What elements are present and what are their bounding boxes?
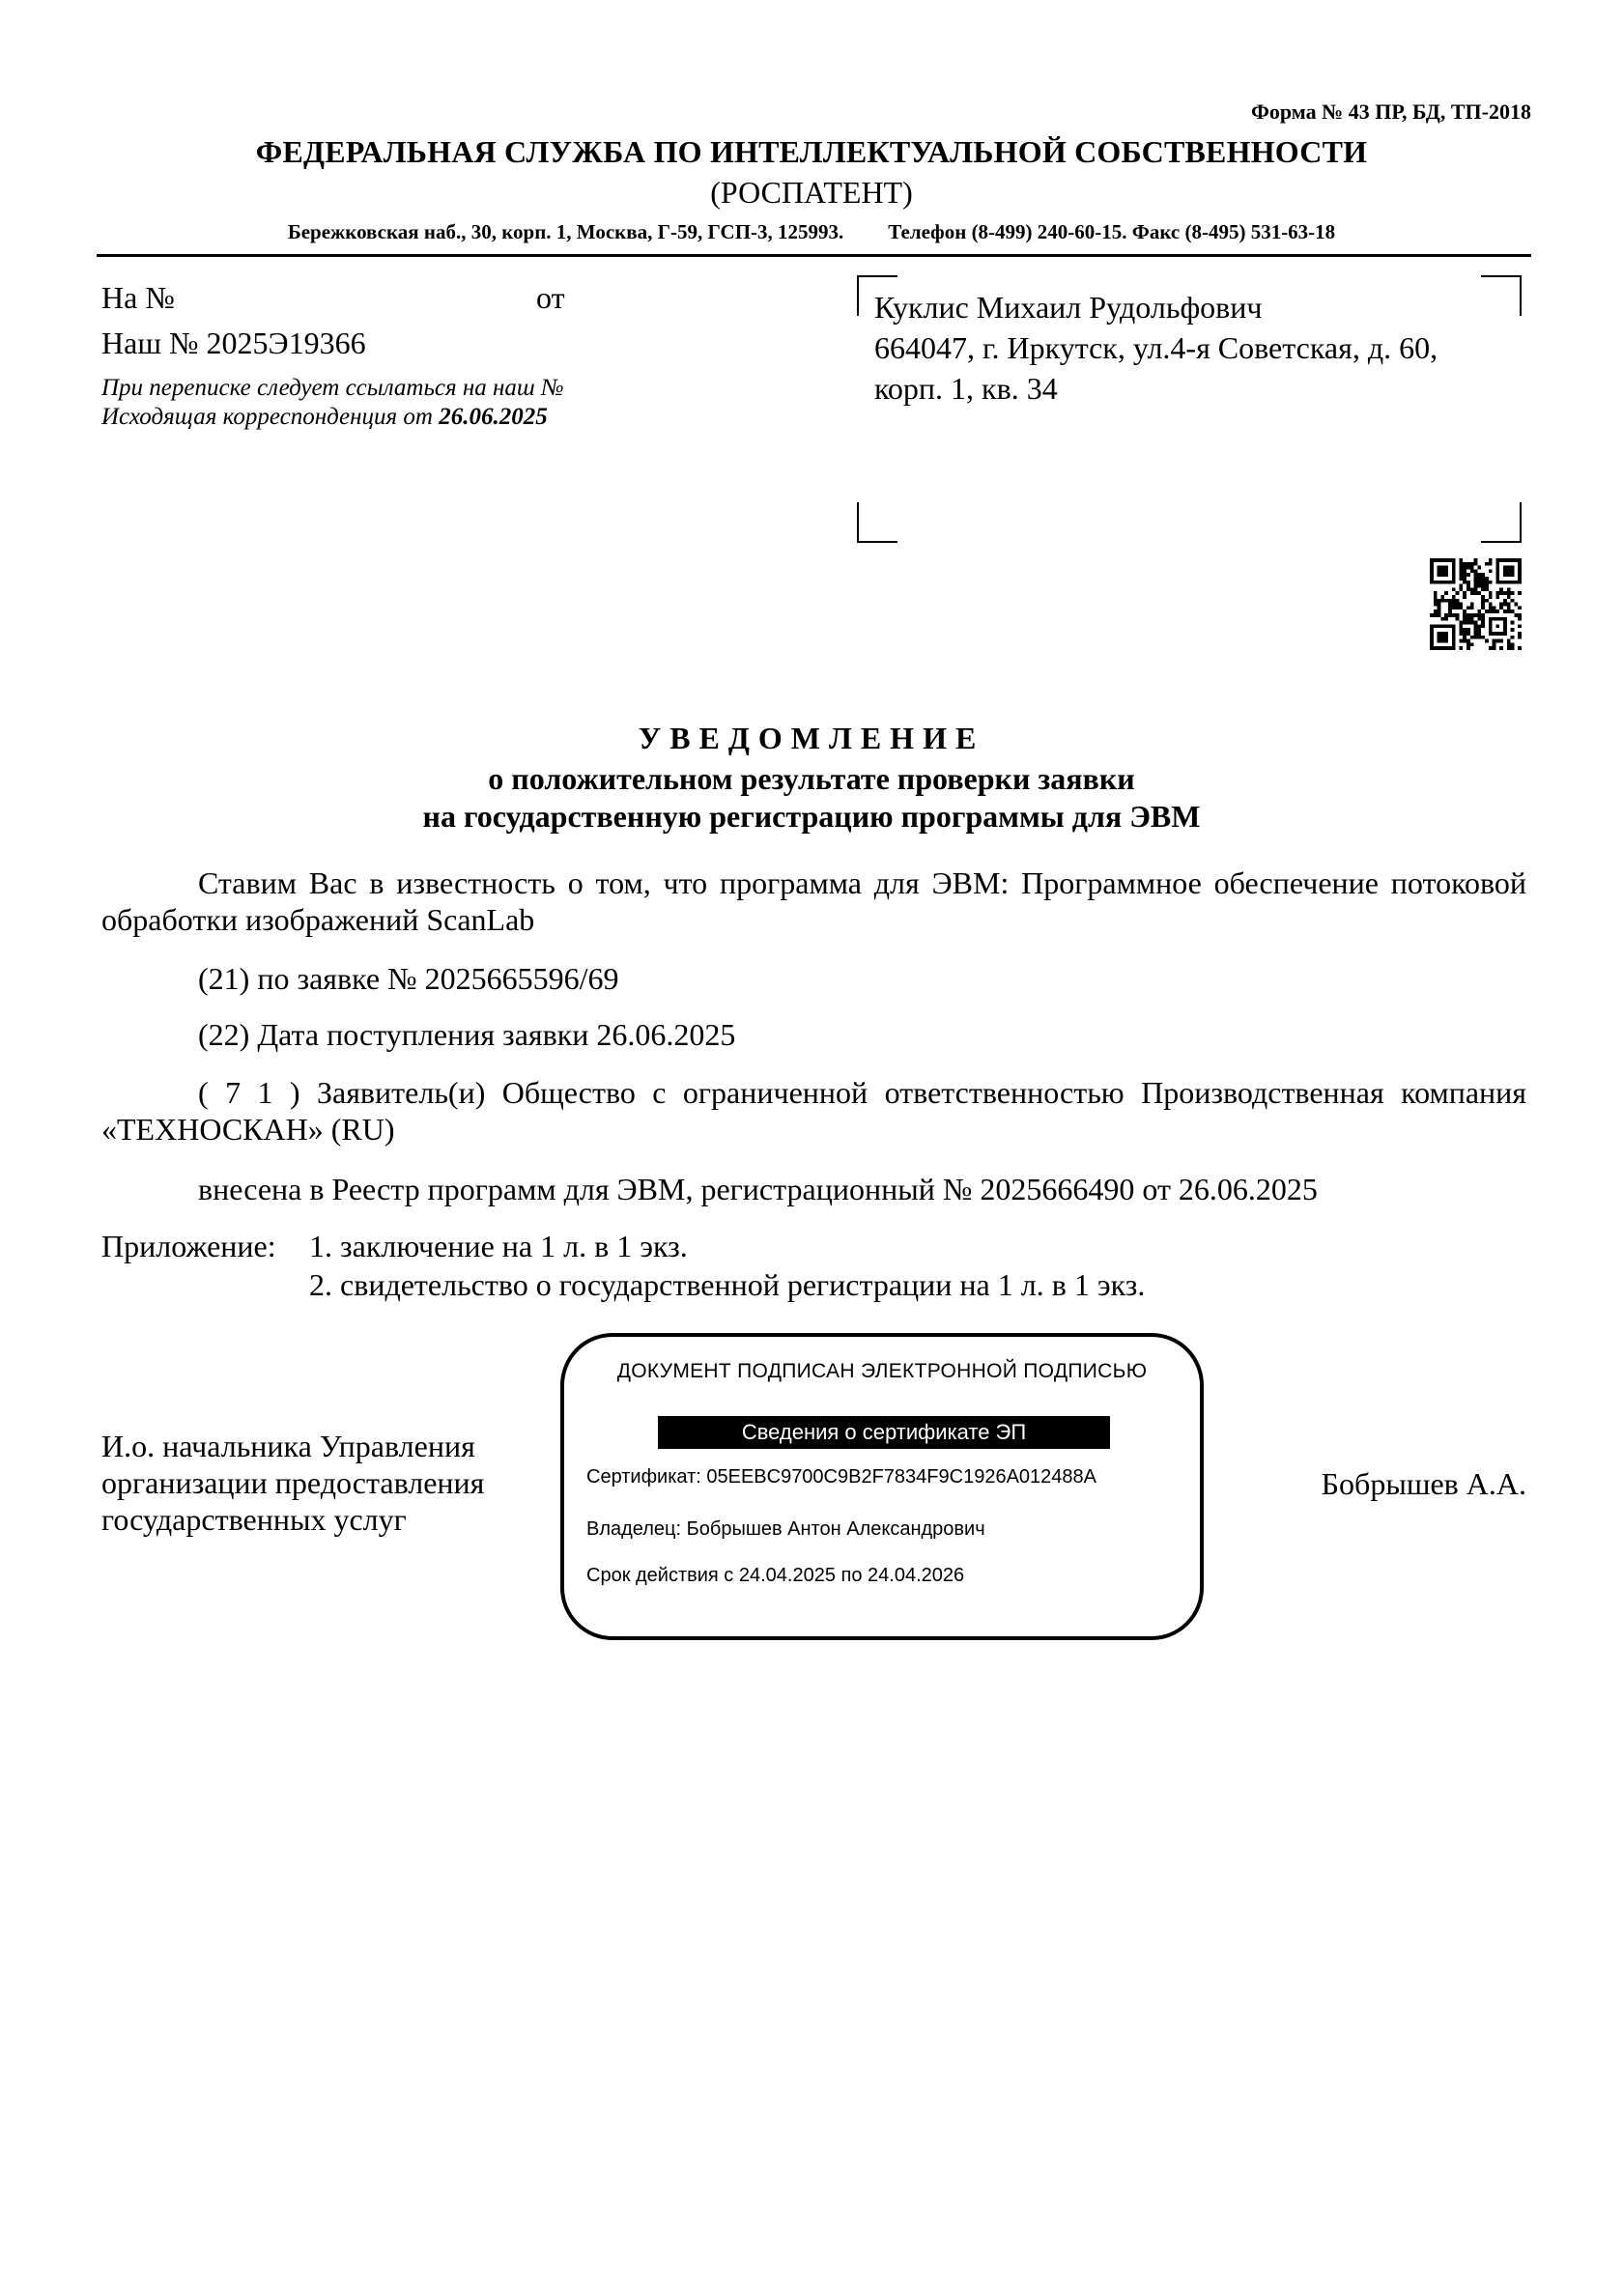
address-corner-top-right bbox=[1481, 275, 1522, 316]
stamp-certificate: Сертификат: 05EEBC9700C9B2F7834F9C1926A012488A bbox=[586, 1466, 1096, 1488]
signer-position-line-2: организации предоставления bbox=[101, 1465, 485, 1500]
organization-phones: Телефон (8-499) 240-60-15. Факс (8-495) 531-63-18 bbox=[888, 220, 1336, 243]
address-corner-bottom-left bbox=[857, 502, 897, 543]
stamp-heading: ДОКУМЕНТ ПОДПИСАН ЭЛЕКТРОННОЙ ПОДПИСЬЮ bbox=[616, 1360, 1148, 1382]
our-reference-number: Наш № 2025Э19366 bbox=[101, 326, 366, 360]
stamp-owner: Владелец: Бобрышев Антон Александрович bbox=[586, 1518, 985, 1540]
application-number: (21) по заявке № 2025665596/69 bbox=[198, 961, 619, 996]
address-corner-bottom-right bbox=[1481, 502, 1522, 543]
applicant-paragraph: ( 7 1 ) Заявитель(и) Общество с ограниченной ответственностью Производственная компания «ТЕХНОСКАН» (RU) bbox=[101, 1075, 1526, 1147]
signer-name: Бобрышев А.А. bbox=[1321, 1466, 1526, 1501]
stamp-validity: Срок действия с 24.04.2025 по 24.04.2026 bbox=[586, 1565, 965, 1586]
form-number: Форма № 43 ПР, БД, ТП-2018 bbox=[1251, 99, 1531, 124]
document-subtitle-line-2: на государственную регистрацию программы для ЭВМ bbox=[422, 799, 1201, 834]
outgoing-correspondence-label: Исходящая корреспонденция от bbox=[101, 404, 440, 430]
organization-address: Бережковская наб., 30, корп. 1, Москва, Г-59, ГСП-3, 125993. bbox=[287, 220, 844, 243]
reference-na-label: На № bbox=[101, 280, 175, 315]
header-divider bbox=[97, 254, 1531, 257]
addressee-block bbox=[874, 287, 1473, 409]
annex-item-2: 2. свидетельство о государственной регистрации на 1 л. в 1 экз. bbox=[309, 1267, 1146, 1302]
annex-label: Приложение: bbox=[101, 1229, 276, 1263]
outgoing-correspondence-note bbox=[101, 404, 548, 431]
signer-position-line-1: И.о. начальника Управления bbox=[101, 1429, 475, 1463]
addressee-name: Куклис Михаил Рудольфович bbox=[874, 290, 1263, 325]
stamp-certificate-header: Сведения о сертификате ЭП bbox=[658, 1416, 1110, 1449]
qr-code-icon bbox=[1430, 558, 1522, 650]
electronic-signature-stamp bbox=[560, 1333, 1204, 1640]
document-subtitle-line-1: о положительном результате проверки заявки bbox=[488, 761, 1135, 796]
signer-position-line-3: государственных услуг bbox=[101, 1502, 407, 1537]
organization-name: ФЕДЕРАЛЬНАЯ СЛУЖБА ПО ИНТЕЛЛЕКТУАЛЬНОЙ СОБСТВЕННОСТИ bbox=[255, 134, 1368, 169]
reference-note: При переписке следует ссылаться на наш № bbox=[101, 375, 564, 401]
organization-contacts bbox=[0, 220, 1623, 244]
document-title: УВЕДОМЛЕНИЕ bbox=[638, 721, 985, 755]
intro-paragraph: Ставим Вас в известность о том, что программа для ЭВМ: Программное обеспечение потоковой обработки изображений ScanLab bbox=[101, 865, 1526, 937]
signer-position bbox=[101, 1428, 484, 1538]
registry-paragraph: внесена в Реестр программ для ЭВМ, регистрационный № 2025666490 от 26.06.2025 bbox=[198, 1172, 1318, 1206]
filing-date: (22) Дата поступления заявки 26.06.2025 bbox=[198, 1017, 736, 1052]
annex-item-1: 1. заключение на 1 л. в 1 экз. bbox=[309, 1229, 688, 1263]
addressee-address: 664047, г. Иркутск, ул.4-я Советская, д. 60, корп. 1, кв. 34 bbox=[874, 330, 1438, 406]
organization-short-name: (РОСПАТЕНТ) bbox=[710, 175, 913, 210]
outgoing-correspondence-date: 26.06.2025 bbox=[439, 404, 548, 430]
reference-ot-label: от bbox=[536, 280, 565, 315]
